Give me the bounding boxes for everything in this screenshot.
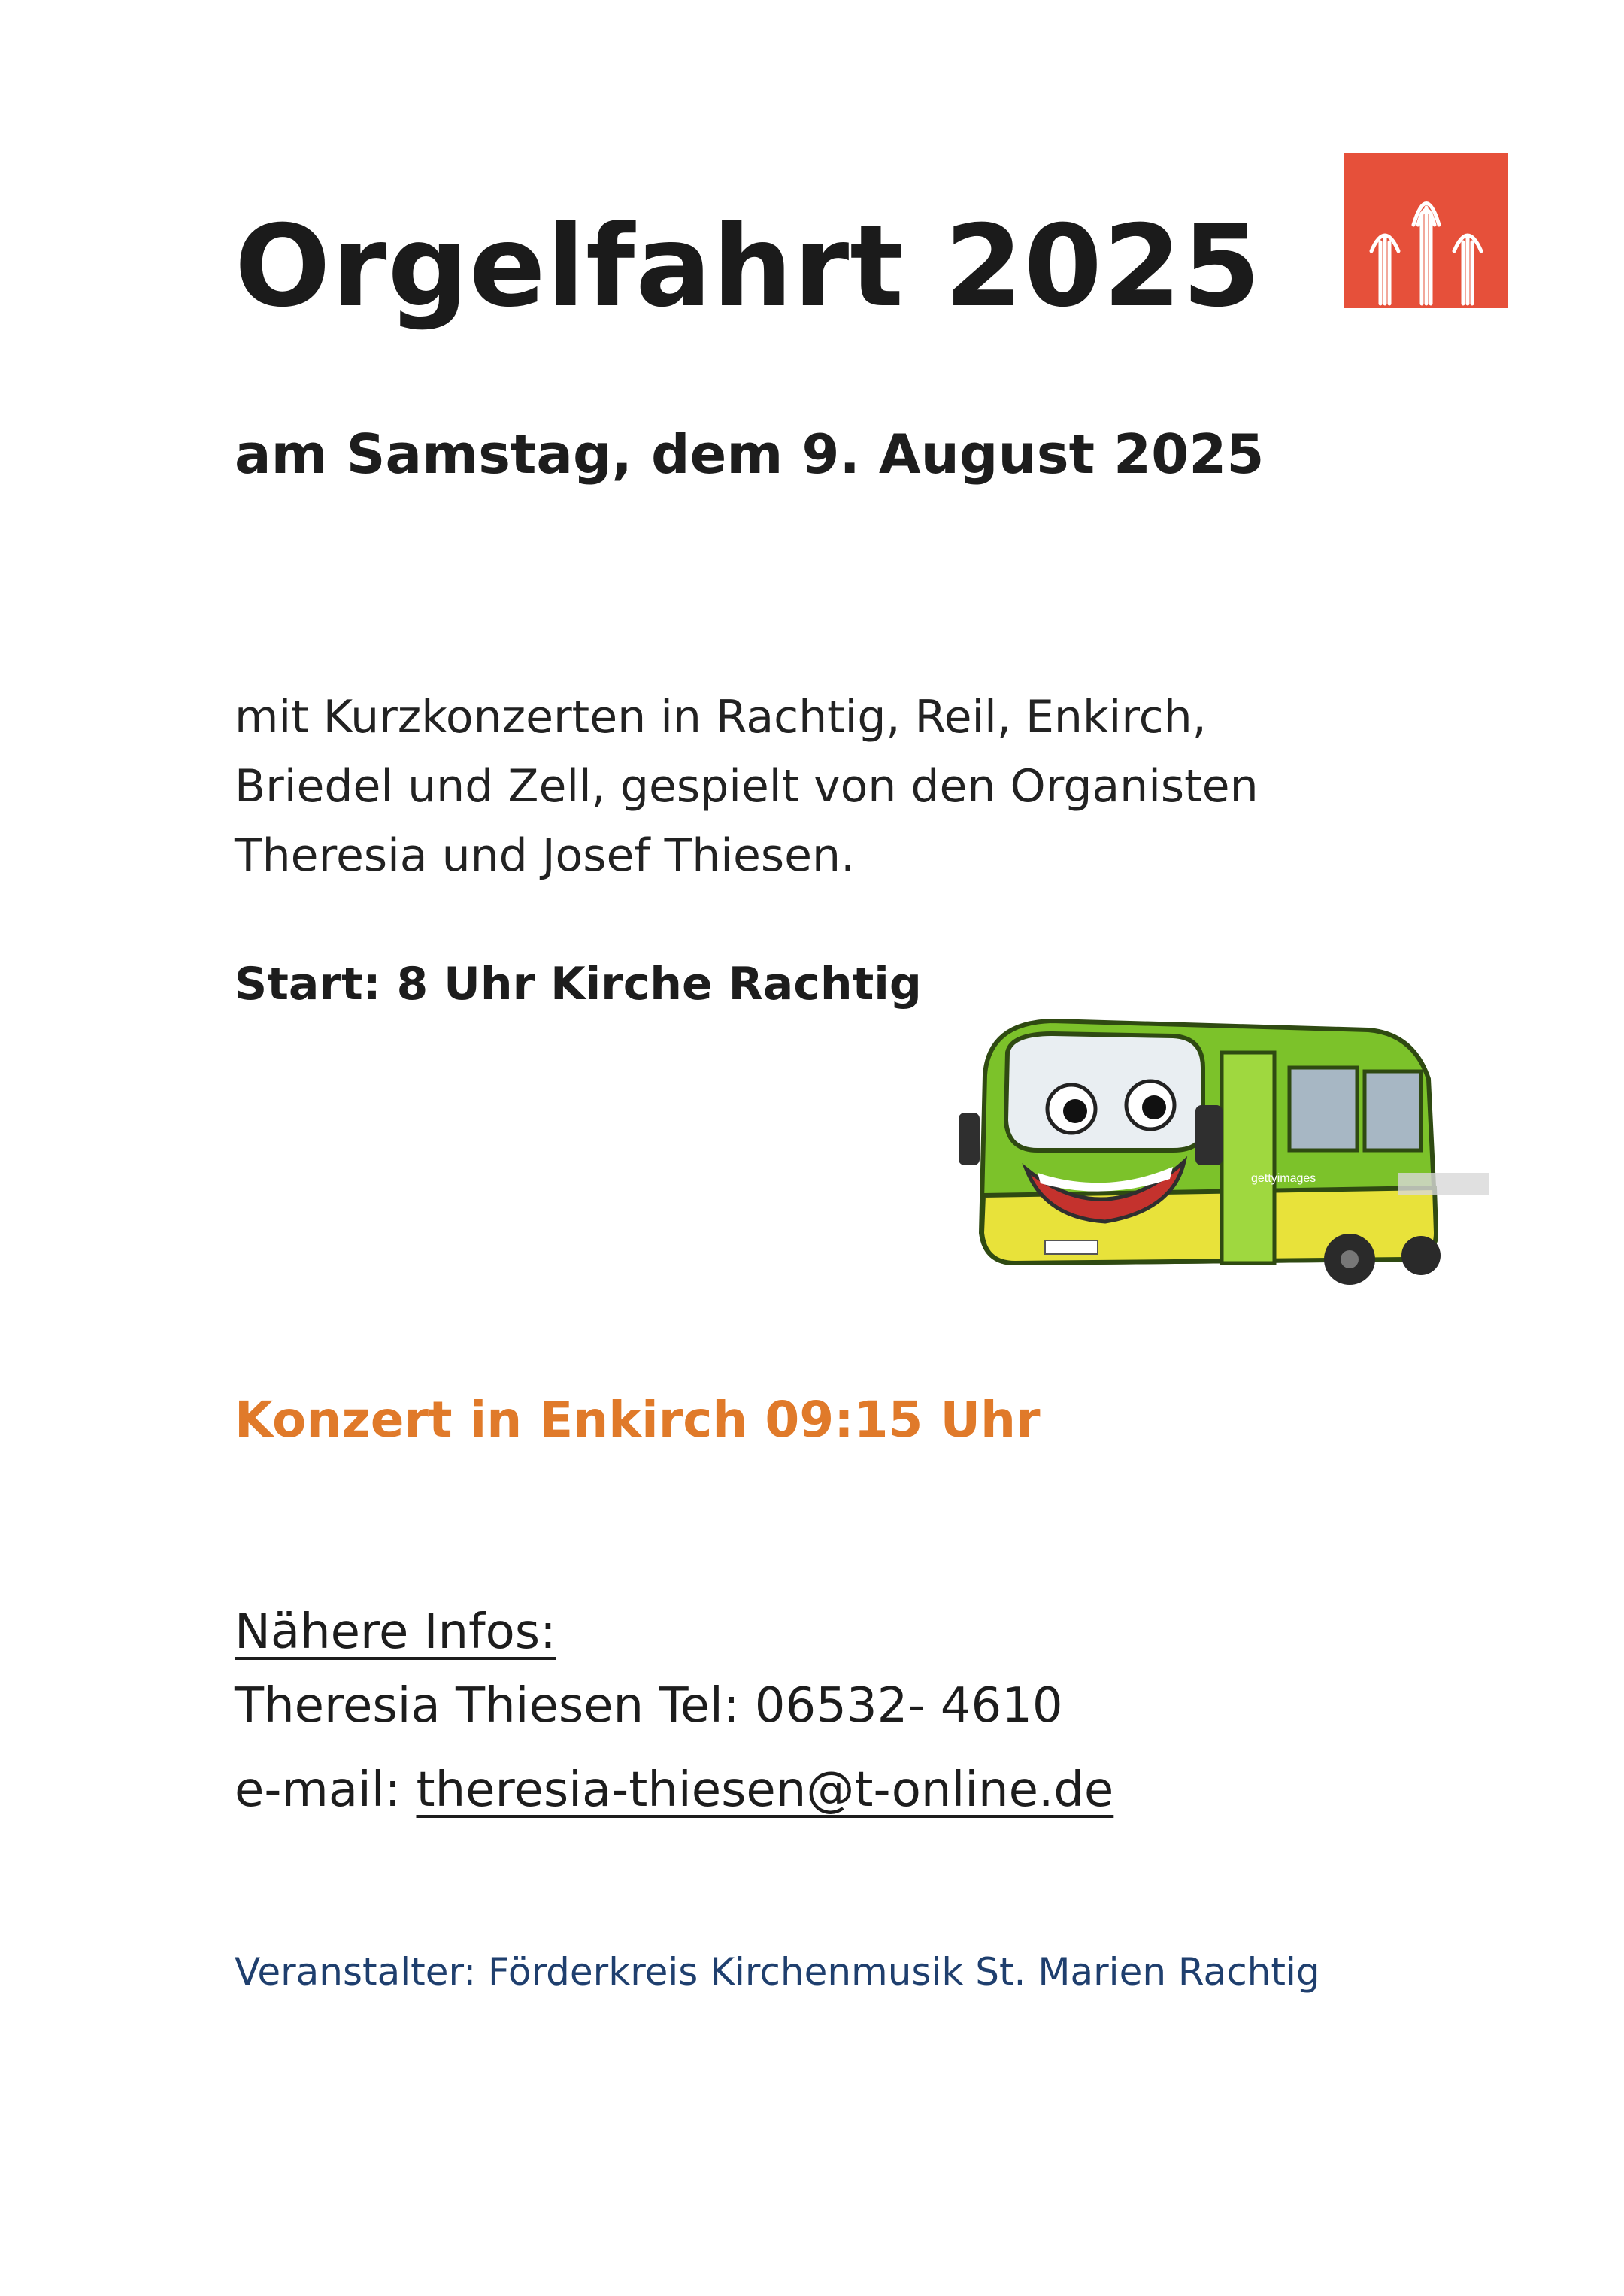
event-description: [235, 683, 1259, 890]
smiling-bus-illustration: [947, 1007, 1489, 1308]
contact-phone: Theresia Thiesen Tel: 06532- 4610: [235, 1678, 1063, 1734]
email-link[interactable]: theresia-thiesen@t-online.de: [416, 1762, 1114, 1818]
description-line: mit Kurzkonzerten in Rachtig, Reil, Enkirch,: [235, 691, 1207, 744]
organ-pipes-icon: [1344, 153, 1508, 308]
info-heading: Nähere Infos:: [235, 1604, 556, 1660]
event-date: am Samstag, dem 9. August 2025: [235, 423, 1265, 486]
email-label: e-mail:: [235, 1762, 417, 1818]
svg-text:gettyimages: gettyimages: [1251, 1172, 1316, 1185]
start-info: Start: 8 Uhr Kirche Rachtig: [235, 958, 922, 1010]
description-line: Theresia und Josef Thiesen.: [235, 829, 856, 882]
contact-email-row: [235, 1762, 1113, 1818]
description-line: Briedel und Zell, gespielt von den Organisten: [235, 760, 1259, 813]
organizer: Veranstalter: Förderkreis Kirchenmusik St. Marien Rachtig: [235, 1950, 1320, 1994]
concert-info: Konzert in Enkirch 09:15 Uhr: [235, 1391, 1041, 1449]
poster-title: Orgelfahrt 2025: [235, 201, 1262, 332]
